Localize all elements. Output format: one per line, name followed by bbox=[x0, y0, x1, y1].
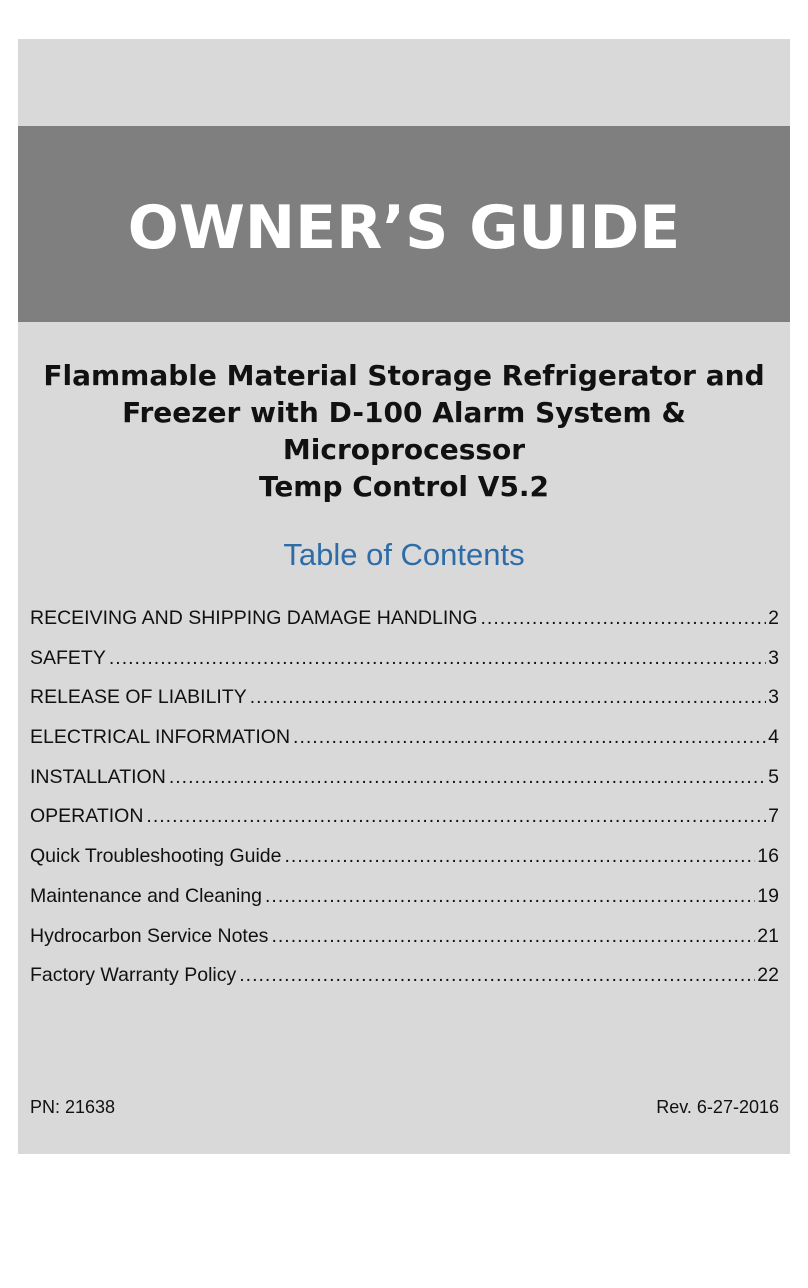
toc-entry-page: 7 bbox=[768, 805, 779, 828]
toc-entry-label: INSTALLATION bbox=[30, 765, 166, 788]
table-of-contents bbox=[30, 607, 779, 1004]
toc-entry-label: SAFETY bbox=[30, 646, 106, 669]
document-title: OWNER’S GUIDE bbox=[127, 193, 681, 263]
toc-entry-label: Hydrocarbon Service Notes bbox=[30, 924, 269, 947]
toc-dot-leader bbox=[481, 607, 767, 630]
toc-entry[interactable] bbox=[30, 964, 779, 1004]
toc-entry[interactable] bbox=[30, 726, 779, 766]
toc-dot-leader bbox=[169, 766, 766, 789]
toc-dot-leader bbox=[109, 647, 766, 670]
toc-entry-label: Maintenance and Cleaning bbox=[30, 884, 263, 907]
toc-entry-page: 2 bbox=[768, 607, 779, 629]
toc-dot-leader bbox=[271, 925, 755, 948]
toc-dot-leader bbox=[239, 964, 755, 987]
toc-entry[interactable] bbox=[30, 607, 779, 647]
toc-entry-label: Quick Troubleshooting Guide bbox=[30, 845, 282, 868]
toc-entry-page: 22 bbox=[757, 964, 779, 987]
toc-heading: Table of Contents bbox=[283, 537, 525, 572]
document-page bbox=[18, 39, 790, 1154]
toc-entry-label: ELECTRICAL INFORMATION bbox=[30, 726, 291, 749]
toc-entry[interactable] bbox=[30, 885, 779, 925]
part-number: PN: 21638 bbox=[30, 1097, 116, 1117]
toc-entry-page: 5 bbox=[768, 765, 779, 788]
toc-entry[interactable] bbox=[30, 805, 779, 845]
subtitle-line-2: Freezer with D-100 Alarm System & Microprocessor bbox=[122, 396, 686, 466]
toc-dot-leader bbox=[146, 805, 766, 828]
toc-entry[interactable] bbox=[30, 845, 779, 885]
toc-dot-leader bbox=[265, 885, 755, 908]
subtitle-line-1: Flammable Material Storage Refrigerator and bbox=[43, 359, 765, 392]
toc-entry-label: Factory Warranty Policy bbox=[30, 964, 237, 987]
toc-entry[interactable] bbox=[30, 686, 779, 726]
toc-entry-page: 19 bbox=[757, 884, 779, 907]
toc-entry-page: 3 bbox=[768, 646, 779, 669]
toc-entry-page: 3 bbox=[768, 686, 779, 709]
toc-entry-page: 4 bbox=[768, 726, 779, 749]
toc-entry[interactable] bbox=[30, 647, 779, 687]
revision-date: Rev. 6-27-2016 bbox=[656, 1097, 779, 1117]
toc-dot-leader bbox=[284, 845, 755, 868]
title-banner bbox=[18, 126, 790, 322]
toc-entry-label: OPERATION bbox=[30, 805, 144, 828]
toc-entry-page: 16 bbox=[757, 845, 779, 868]
toc-entry-page: 21 bbox=[757, 924, 779, 947]
toc-entry[interactable] bbox=[30, 925, 779, 965]
toc-dot-leader bbox=[293, 726, 766, 749]
toc-entry-label: RECEIVING AND SHIPPING DAMAGE HANDLING bbox=[30, 607, 478, 629]
product-subtitle bbox=[18, 357, 790, 505]
toc-entry-label: RELEASE OF LIABILITY bbox=[30, 686, 247, 709]
toc-dot-leader bbox=[250, 686, 766, 709]
subtitle-line-3: Temp Control V5.2 bbox=[258, 470, 550, 503]
toc-entry[interactable] bbox=[30, 766, 779, 806]
